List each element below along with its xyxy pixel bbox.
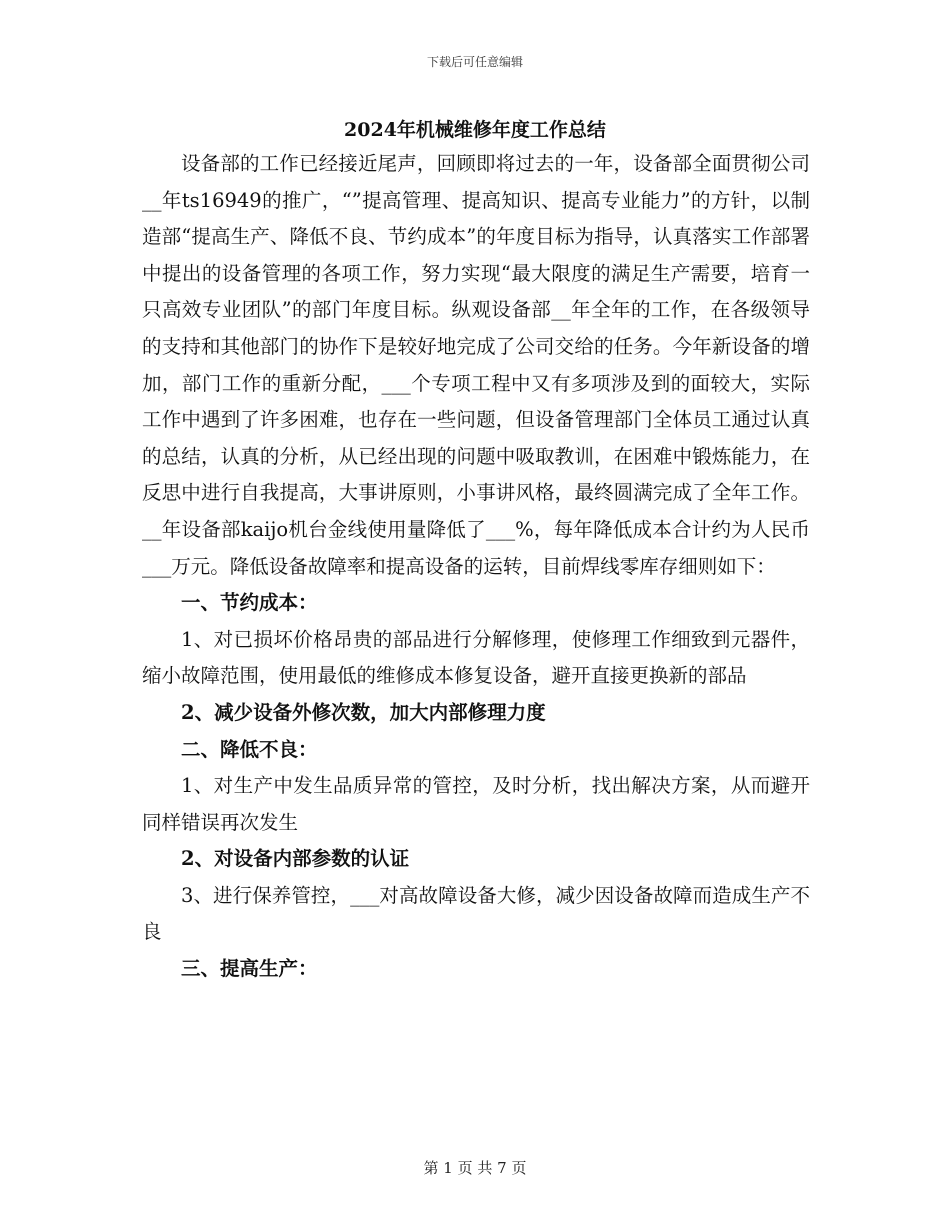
list-item: 1、对已损坏价格昂贵的部品进行分解修理，使修理工作细致到元器件，缩小故障范围，使用最低的维修成本修复设备，避开直接更换新的部品 (142, 627, 810, 688)
list-item: 1、对生产中发生品质异常的管控，及时分析，找出解决方案，从而避开同样错误再次发生 (142, 774, 810, 834)
document-body (142, 146, 810, 988)
document-title: 2024年机械维修年度工作总结 (344, 119, 606, 141)
list-item: 3、进行保养管控，___对高故障设备大修，减少因设备故障而造成生产不良 (142, 883, 810, 944)
subheading: 2、减少设备外修次数，加大内部修理力度 (181, 700, 546, 724)
section-heading-reduce-defects: 二、降低不良： (181, 737, 318, 761)
section-heading-improve-production: 三、提高生产： (181, 957, 318, 981)
intro-paragraph: 设备部的工作已经接近尾声，回顾即将过去的一年，设备部全面贯彻公司__年ts16949的推广，“”提高管理、提高知识、提高专业能力”的方针，以制造部“提高生产、降低不良、节约成本”的年度目标为指导，认真落实工作部署中提出的设备管理的各项工作，努力实现“最大限度的满足生产需要，培育一只高效专业团队”的部门年度目标。纵观设备部__年全年的工作，在各级领导的支持和其他部门的协作下是较好地完成了公司交给的任务。今年新设备的增加，部门工作的重新分配，___个专项工程中又有多项涉及到的面较大，实际工作中遇到了许多困难，也存在一些问题，但设备管理部门全体员工通过认真的总结，认真的分析，从已经出现的问题中吸取教训，在困难中锻炼能力，在反思中进行自我提高，大事讲原则，小事讲风格，最终圆满完成了全年工作。__年设备部kaijo机台金线使用量降低了___%，每年降低成本合计约为人民币___万元。降低设备故障率和提高设备的运转，目前焊线零库存细则如下： (142, 152, 810, 578)
page-header: 下载后可任意编辑 (426, 55, 523, 69)
subheading: 2、对设备内部参数的认证 (181, 847, 410, 871)
section-heading-save-cost: 一、节约成本： (181, 591, 318, 615)
page-footer: 第 1 页 共 7 页 (423, 1159, 527, 1177)
